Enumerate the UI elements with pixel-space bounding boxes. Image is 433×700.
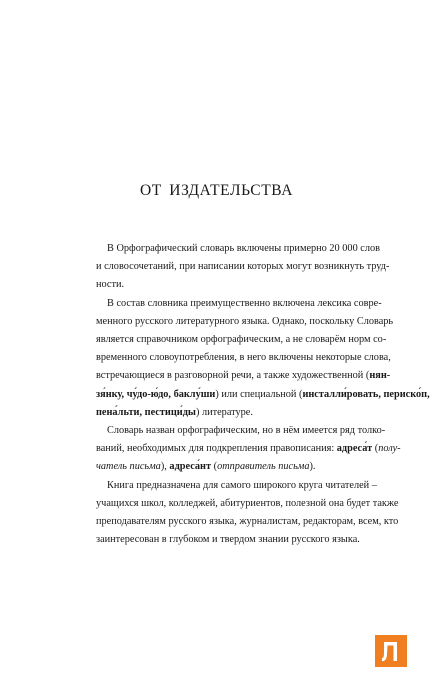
paragraph-2-line-1: В состав словника преимущественно включена лексика совре- bbox=[107, 297, 382, 309]
example-word: адреса́т bbox=[336, 443, 373, 455]
definition-text: чатель письма bbox=[96, 461, 161, 473]
paragraph-4-line-2: учащихся школ, колледжей, абитуриентов, полезной она будет также bbox=[96, 497, 399, 509]
logo-glyph bbox=[375, 635, 407, 667]
paragraph-4-line-1: Книга предназначена для самого широкого круга читателей – bbox=[107, 479, 377, 491]
paragraph-2-line-5 bbox=[96, 367, 391, 385]
paragraph-4-line-3: преподавателям русского языка, журналистам, редакторам, всем, кто bbox=[96, 516, 399, 528]
paragraph-4-line-4: заинтересован в глубоком и твердом знании русского языка. bbox=[96, 534, 360, 546]
paragraph-2-line-4: временного словоупотребления, в него включены некоторые слова, bbox=[96, 352, 391, 364]
example-words: пена́льти, пестици́ды bbox=[96, 406, 196, 418]
body-text bbox=[96, 240, 430, 549]
paragraph-2-line-3: является справочником орфографическим, а не словарём норм со- bbox=[96, 334, 387, 346]
paragraph-3-line-2 bbox=[96, 440, 401, 458]
text-span: ваний, необходимых для подкрепления правописания: bbox=[96, 443, 337, 455]
publisher-logo-icon bbox=[375, 635, 407, 667]
text-span: ) литературе. bbox=[195, 406, 253, 418]
example-word: адреса́нт bbox=[169, 461, 212, 473]
example-word: нян- bbox=[369, 370, 391, 382]
example-words: инсталли́ровать, периско́п, bbox=[302, 388, 430, 400]
example-words: зя́нку, чу́до-ю́до, баклу́ши bbox=[96, 388, 216, 400]
paragraph-1-line-2: и словосочетаний, при написании которых могут возникнуть труд- bbox=[96, 261, 390, 273]
paragraph-3-line-1: Словарь назван орфографическим, но в нём имеется ряд толко- bbox=[107, 425, 386, 437]
definition-text: полу- bbox=[378, 443, 401, 455]
text-span: ( bbox=[211, 461, 218, 473]
text-span: ( bbox=[372, 443, 379, 455]
paragraph-2-line-6 bbox=[96, 386, 430, 404]
paragraph-1-line-1: В Орфографический словарь включены примерно 20 000 слов bbox=[107, 243, 381, 254]
section-heading: ОТ ИЗДАТЕЛЬСТВА bbox=[139, 182, 294, 199]
text-span: ). bbox=[309, 461, 316, 473]
paragraph-2-line-7 bbox=[96, 404, 377, 422]
paragraph-3-line-3 bbox=[96, 458, 377, 476]
text-span: ) или специальной ( bbox=[215, 388, 303, 400]
definition-text: отправитель письма bbox=[217, 461, 310, 473]
text-span: встречающиеся в разговорной речи, а также художественной ( bbox=[96, 370, 370, 382]
paragraph-2-line-2: менного русского литературного языка. Однако, поскольку Словарь bbox=[96, 315, 394, 327]
paragraph-1-line-3: ности. bbox=[96, 279, 125, 291]
text-span: ), bbox=[160, 461, 170, 473]
